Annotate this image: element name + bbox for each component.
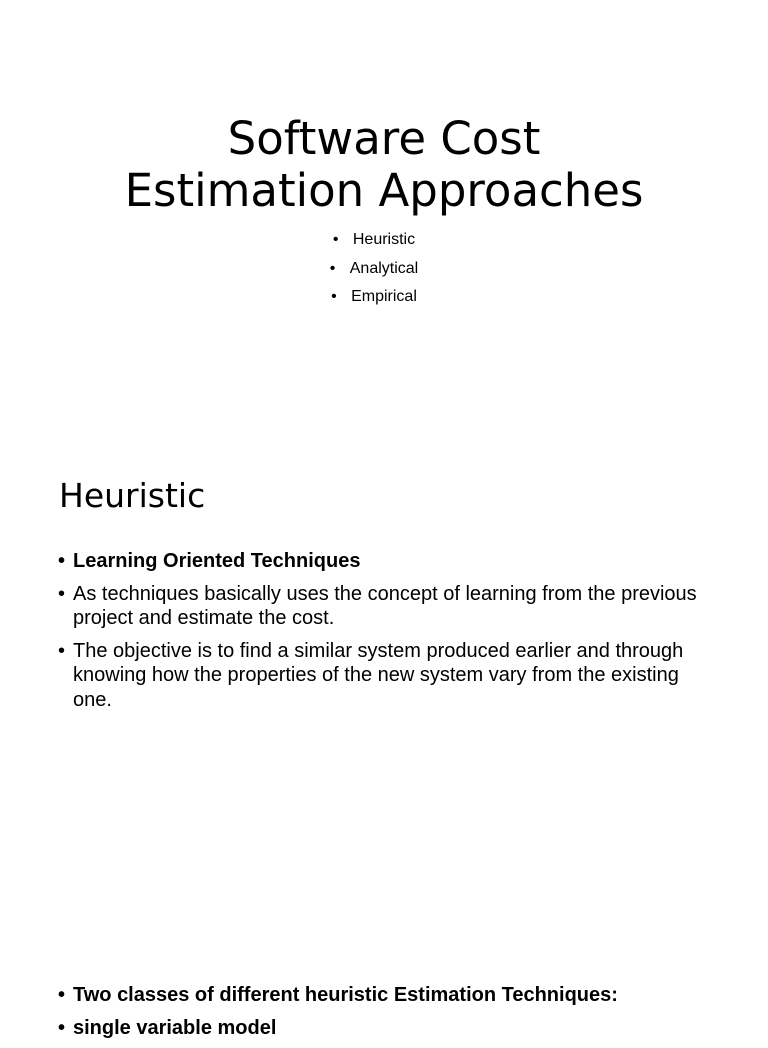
slide-title-line-2: Estimation Approaches [124, 164, 644, 217]
approach-label: Analytical [349, 259, 419, 277]
bullet-item [58, 582, 718, 631]
bullet-icon: • [58, 582, 66, 605]
bullet-icon: • [58, 550, 66, 572]
approach-item [0, 228, 768, 257]
bullet-item [58, 1016, 718, 1041]
approach-item [0, 257, 768, 286]
bullet-icon: • [58, 1016, 66, 1039]
bullet-icon: • [58, 984, 66, 1006]
section-heading: Heuristic [59, 476, 206, 515]
approach-label: Heuristic [352, 231, 416, 248]
bullet-icon: • [331, 288, 337, 305]
bullet-icon: • [329, 259, 336, 277]
approach-label: Empirical [351, 288, 417, 305]
bullet-item [58, 639, 718, 713]
approaches-list [0, 228, 768, 314]
bullet-item [58, 983, 718, 1008]
bullet-text: single variable model [73, 1016, 277, 1039]
approach-item [0, 285, 768, 314]
bullet-item [58, 549, 718, 574]
bullet-text: The objective is to find a similar system produced earlier and through knowing how the properties of the new system vary from the existing one. [73, 639, 684, 711]
bullet-text: As techniques basically uses the concept of learning from the previous project and estimate the cost. [73, 582, 697, 629]
heuristic-classes-list [58, 983, 718, 1048]
slide-title-line-1: Software Cost [227, 112, 541, 165]
bullet-text: Learning Oriented Techniques [73, 550, 361, 572]
bullet-icon: • [58, 639, 66, 662]
slide-title [0, 113, 768, 217]
bullet-icon: • [332, 231, 339, 248]
heuristic-bullet-list [58, 549, 718, 720]
bullet-text: Two classes of different heuristic Estimation Techniques: [73, 984, 618, 1006]
